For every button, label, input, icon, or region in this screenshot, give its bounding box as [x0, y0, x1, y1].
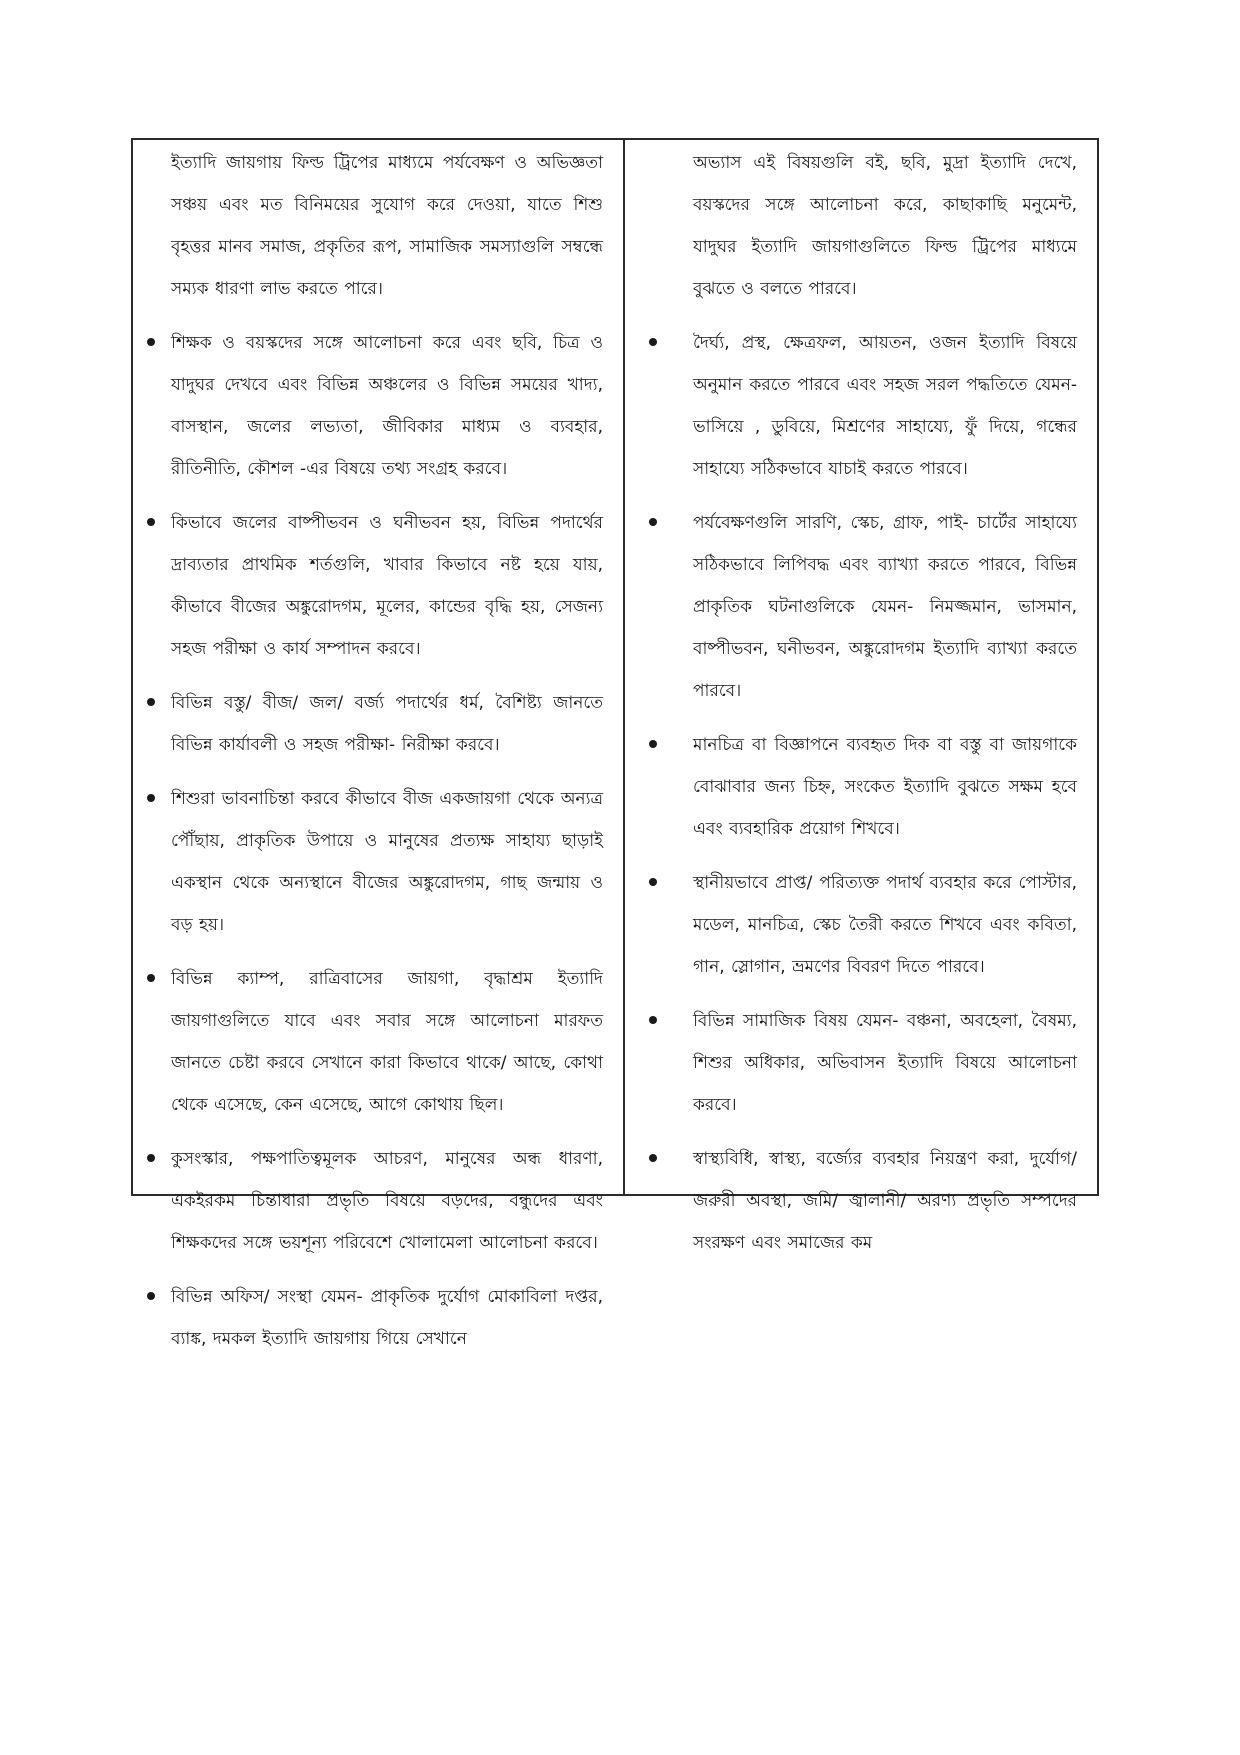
list-item-text: স্থানীয়ভাবে প্রাপ্ত/ পরিত্যক্ত পদার্থ ব্যবহার করে পোস্টার, মডেল, মানচিত্র, স্কেচ তৈরী করতে শিখবে এবং কবিতা, গান, স্লোগান, ভ্রমণের বিবরণ দিতে পারবে। [693, 873, 1077, 977]
list-item-text: বিভিন্ন ক্যাম্প, রাত্রিবাসের জায়গা, বৃদ্ধাশ্রম ইত্যাদি জায়গাগুলিতে যাবে এবং সবার সঙ্গে আলোচনা মারফত জানতে চেষ্টা করবে সেখানে কারা কিভাবে থাকে/ আছে, কোথা থেকে এসেছে, কেন এসেছে, আগে কোথায় ছিল। [171, 969, 603, 1115]
bullet-icon [147, 794, 155, 802]
left-continuation-text: ইত্যাদি জায়গায় ফিল্ড ট্রিপের মাধ্যমে পর্যবেক্ষণ ও অভিজ্ঞতা সঞ্চয় এবং মত বিনিময়ের সুযোগ করে দেওয়া, যাতে শিশু বৃহত্তর মানব সমাজ, প্রকৃতির রূপ, সামাজিক সমস্যাগুলি সম্বন্ধে সম্যক ধারণা লাভ করতে পারে। [171, 153, 603, 299]
list-item [647, 1138, 1077, 1264]
bullet-icon [147, 1292, 155, 1300]
bullet-icon [649, 518, 657, 526]
bullet-icon [649, 878, 657, 886]
bullet-icon [649, 1016, 657, 1024]
two-column-table [131, 138, 1099, 1349]
list-item [147, 502, 603, 670]
list-item [647, 862, 1077, 988]
list-item [147, 322, 603, 490]
left-column [133, 140, 625, 1349]
list-item [647, 322, 1077, 490]
list-item-text: বিভিন্ন সামাজিক বিষয় যেমন- বঞ্চনা, অবহেলা, বৈষম্য, শিশুর অধিকার, অভিবাসন ইত্যাদি বিষয়ে আলোচনা করবে। [693, 1011, 1077, 1115]
list-item-text: দৈর্ঘ্য, প্রস্থ, ক্ষেত্রফল, আয়তন, ওজন ইত্যাদি বিষয়ে অনুমান করতে পারবে এবং সহজ সরল পদ্ধতিতে যেমন- ভাসিয়ে , ডুবিয়ে, মিশ্রণের সাহায্যে, ফুঁ দিয়ে, গন্ধের সাহায্যে সঠিকভাবে যাচাই করতে পারবে। [693, 333, 1077, 479]
bullet-icon [147, 974, 155, 982]
bullet-icon [147, 698, 155, 706]
list-item [147, 1138, 603, 1264]
list-item-text: স্বাস্থ্যবিধি, স্বাস্থ্য, বর্জ্যের ব্যবহার নিয়ন্ত্রণ করা, দুর্যোগ/ জরুরী অবস্থা, জমি/ জ্বালানী/ অরণ্য প্রভৃতি সম্পদের সংরক্ষণ এবং সমাজের কম [693, 1149, 1077, 1253]
right-column [625, 140, 1097, 1253]
list-item [647, 1000, 1077, 1126]
list-item [147, 1276, 603, 1360]
list-item-text: পর্যবেক্ষণগুলি সারণি, স্কেচ, গ্রাফ, পাই- চার্টের সাহায্যে সঠিকভাবে লিপিবদ্ধ এবং ব্যাখ্যা করতে পারবে, বিভিন্ন প্রাকৃতিক ঘটনাগুলিকে যেমন- নিমজ্জমান, ভাসমান, বাষ্পীভবন, ঘনীভবন, অঙ্কুরোদগম ইত্যাদি ব্যাখ্যা করতে পারবে। [693, 513, 1077, 701]
bullet-icon [649, 338, 657, 346]
list-item-text: শিক্ষক ও বয়স্কদের সঙ্গে আলোচনা করে এবং ছবি, চিত্র ও যাদুঘর দেখবে এবং বিভিন্ন অঞ্চলের ও বিভিন্ন সময়ের খাদ্য, বাসস্থান, জলের লভ্যতা, জীবিকার মাধ্যম ও ব্যবহার, রীতিনীতি, কৌশল -এর বিষয়ে তথ্য সংগ্রহ করবে। [171, 333, 603, 479]
list-item [647, 502, 1077, 712]
list-item-text: বিভিন্ন বস্তু/ বীজ/ জল/ বর্জ্য পদার্থের ধর্ম, বৈশিষ্ট্য জানতে বিভিন্ন কার্যাবলী ও সহজ পরীক্ষা- নিরীক্ষা করবে। [171, 693, 603, 755]
right-bullet-list [647, 322, 1077, 1264]
list-item-text: মানচিত্র বা বিজ্ঞাপনে ব্যবহৃত দিক বা বস্তু বা জায়গাকে বোঝাবার জন্য চিহ্ন, সংকেত ইত্যাদি বুঝতে সক্ষম হবে এবং ব্যবহারিক প্রয়োগ শিখবে। [693, 735, 1077, 839]
list-item [147, 778, 603, 946]
bullet-icon [649, 1154, 657, 1162]
list-item-text: বিভিন্ন অফিস/ সংস্থা যেমন- প্রাকৃতিক দুর্যোগ মোকাবিলা দপ্তর, ব্যাঙ্ক, দমকল ইত্যাদি জায়গায় গিয়ে সেখানে [171, 1287, 603, 1349]
bullet-icon [147, 518, 155, 526]
left-bullet-list [147, 322, 603, 1360]
list-item-text: শিশুরা ভাবনাচিন্তা করবে কীভাবে বীজ একজায়গা থেকে অন্যত্র পৌঁছায়, প্রাকৃতিক উপায়ে ও মানুষের প্রত্যক্ষ সাহায্য ছাড়াই একস্থান থেকে অন্যস্থানে বীজের অঙ্কুরোদগম, গাছ জন্মায় ও বড় হয়। [171, 789, 603, 935]
right-continuation-text: অভ্যাস এই বিষয়গুলি বই, ছবি, মুদ্রা ইত্যাদি দেখে, বয়স্কদের সঙ্গে আলোচনা করে, কাছাকাছি মনুমেন্ট, যাদুঘর ইত্যাদি জায়গাগুলিতে ফিল্ড ট্রিপের মাধ্যমে বুঝতে ও বলতে পারবে। [693, 153, 1077, 299]
list-item [647, 724, 1077, 850]
bullet-icon [147, 338, 155, 346]
list-item-text: কিভাবে জলের বাষ্পীভবন ও ঘনীভবন হয়, বিভিন্ন পদার্থের দ্রাব্যতার প্রাথমিক শর্তগুলি, খাবার কিভাবে নষ্ট হয়ে যায়, কীভাবে বীজের অঙ্কুরোদগম, মূলের, কান্ডের বৃদ্ধি হয়, সেজন্য সহজ পরীক্ষা ও কার্য সম্পাদন করবে। [171, 513, 603, 659]
list-item [147, 958, 603, 1126]
list-item [147, 682, 603, 766]
list-item-text: কুসংস্কার, পক্ষপাতিত্বমূলক আচরণ, মানুষের অন্ধ ধারণা, একইরকম চিন্তাধারা প্রভৃতি বিষয়ে বড়দের, বন্ধুদের এবং শিক্ষকদের সঙ্গে ভয়শূন্য পরিবেশে খোলামেলা আলোচনা করবে। [171, 1149, 603, 1253]
bullet-icon [649, 740, 657, 748]
bullet-icon [147, 1154, 155, 1162]
